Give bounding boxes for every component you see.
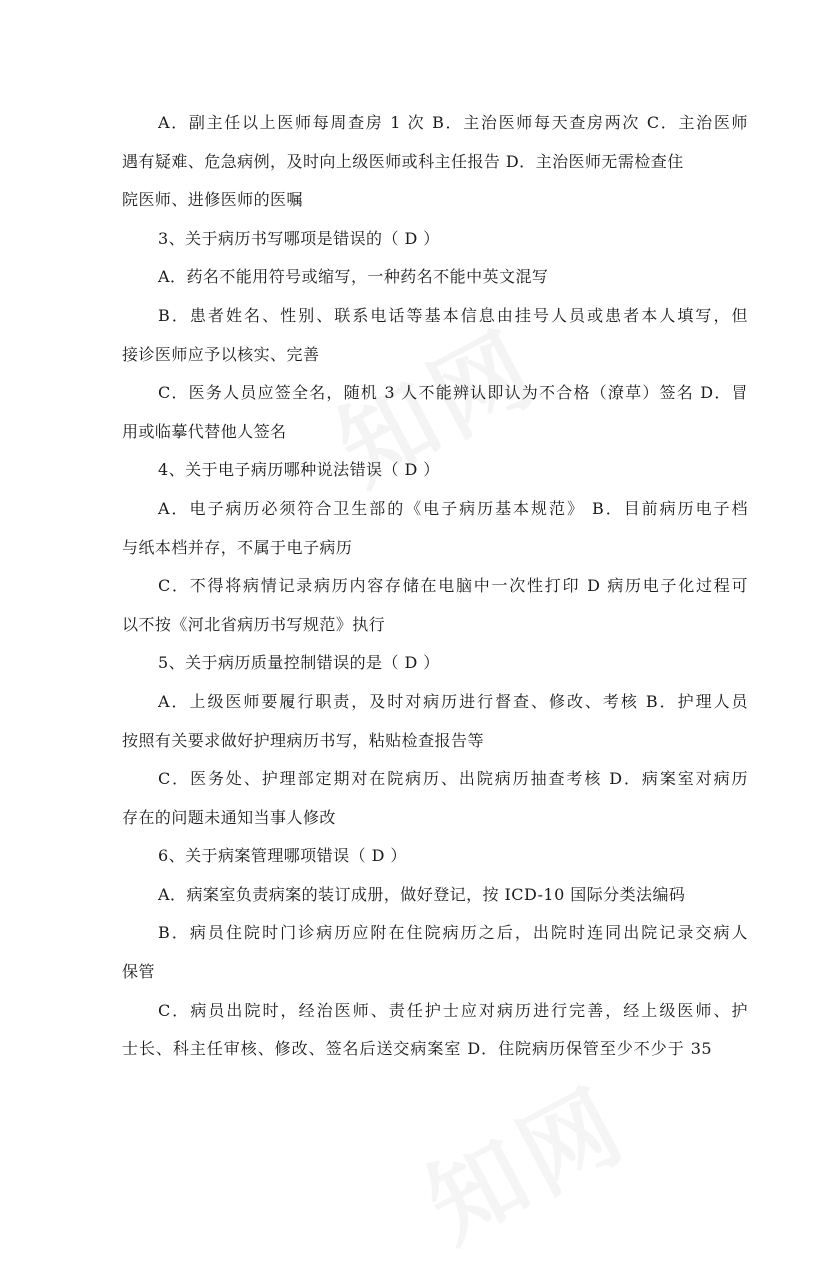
question-3-heading: 3、关于病历书写哪项是错误的（ D ） xyxy=(158,228,440,248)
text-line-25: 士长、科主任审核、修改、签名后送交病案室 D．住院病历保管至少不少于 35 xyxy=(122,1039,712,1059)
text-line-3: 院医师、进修医师的医嘱 xyxy=(122,190,303,210)
text-line-14: 以不按《河北省病历书写规范》执行 xyxy=(122,614,386,634)
text-line-2: 遇有疑难、危急病例，及时向上级医师或科主任报告 D．主治医师无需检查住 xyxy=(122,151,684,171)
text-line-24: C．病员出院时，经治医师、责任护士应对病历进行完善，经上级医师、护 xyxy=(158,1000,748,1020)
text-line-9: 用或临摹代替他人签名 xyxy=(122,421,287,441)
question-5-heading: 5、关于病历质量控制错误的是（ D ） xyxy=(158,653,440,673)
text-line-1: A．副主任以上医师每周查房 1 次 B．主治医师每天查房两次 C．主治医师 xyxy=(158,113,748,132)
text-line-19: 存在的问题未通知当事人修改 xyxy=(122,807,336,827)
text-line-13: C．不得将病情记录病历内容存储在电脑中一次性打印 D 病历电子化过程可 xyxy=(158,576,748,596)
document-body xyxy=(122,104,748,1069)
text-line-21: A．病案室负责病案的装订成册，做好登记，按 ICD-10 国际分类法编码 xyxy=(158,884,686,904)
text-line-22: B．病员住院时门诊病历应附在住院病历之后，出院时连同出院记录交病人 xyxy=(158,923,748,943)
question-6-heading: 6、关于病案管理哪项错误（ D ） xyxy=(158,846,407,866)
text-line-8: C．医务人员应签全名，随机 3 人不能辨认即认为不合格（潦草）签名 D．冒 xyxy=(158,383,748,403)
text-line-16: A．上级医师要履行职责，及时对病历进行督查、修改、考核 B．护理人员 xyxy=(158,691,748,711)
text-line-12: 与纸本档并存，不属于电子病历 xyxy=(122,537,353,557)
text-line-11: A．电子病历必须符合卫生部的《电子病历基本规范》 B．目前病历电子档 xyxy=(158,498,748,518)
question-4-heading: 4、关于电子病历哪种说法错误（ D ） xyxy=(158,460,440,480)
text-line-6: B．患者姓名、性别、联系电话等基本信息由挂号人员或患者本人填写，但 xyxy=(158,305,748,325)
text-line-18: C．医务处、护理部定期对在院病历、出院病历抽查考核 D．病案室对病历 xyxy=(158,769,748,789)
watermark-bottom xyxy=(400,1049,648,1268)
text-line-5: A．药名不能用符号或缩写，一种药名不能中英文混写 xyxy=(158,267,549,287)
text-line-17: 按照有关要求做好护理病历书写，粘贴检查报告等 xyxy=(122,730,484,750)
text-line-23: 保管 xyxy=(122,962,155,982)
text-line-7: 接诊医师应予以核实、完善 xyxy=(122,344,320,364)
